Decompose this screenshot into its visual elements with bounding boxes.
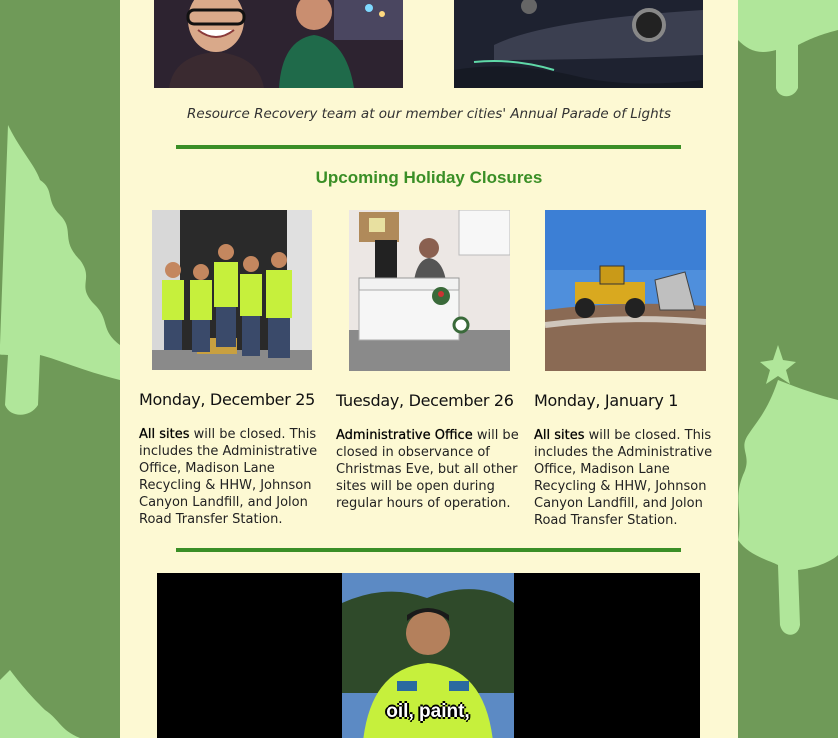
closure-date: Tuesday, December 26 xyxy=(336,391,514,410)
crew-photo xyxy=(152,210,312,370)
parade-photo-left xyxy=(154,0,403,88)
closure-lead: All sites xyxy=(534,428,585,443)
closure-lead: Administrative Office xyxy=(336,428,473,443)
divider xyxy=(176,145,681,149)
section-title: Upcoming Holiday Closures xyxy=(315,168,543,187)
closure-date: Monday, January 1 xyxy=(534,391,679,410)
closure-lead: All sites xyxy=(139,427,190,442)
newsletter-panel xyxy=(120,0,738,738)
video-caption: oil, paint, xyxy=(386,701,470,722)
landfill-photo xyxy=(545,210,706,371)
closure-text xyxy=(336,427,521,512)
parade-photo-right xyxy=(454,0,703,88)
divider xyxy=(176,548,681,552)
closure-detail: will be closed. This includes the Administrative Office, Madison Lane Recycling & HHW, Johnson Canyon Landfill, and Jolon Road Transfer Station. xyxy=(139,427,318,527)
closure-item-2 xyxy=(336,391,521,511)
closure-item-1 xyxy=(139,390,324,527)
office-photo xyxy=(349,210,510,371)
photo-caption: Resource Recovery team at our member cities' Annual Parade of Lights xyxy=(187,106,671,122)
closure-detail: will be closed in observance of Christmas Eve, but all other sites will be open during regular hours of operation. xyxy=(336,428,519,511)
closure-item-3 xyxy=(534,391,719,528)
closure-text xyxy=(139,426,324,528)
tree-left-bottom-icon xyxy=(0,660,80,738)
tree-left-icon xyxy=(0,120,120,420)
closure-date: Monday, December 25 xyxy=(139,390,316,409)
closure-text xyxy=(534,427,719,529)
closure-detail: will be closed. This includes the Administrative Office, Madison Lane Recycling & HHW, Johnson Canyon Landfill, and Jolon Road Transfer Station. xyxy=(534,428,713,528)
video-player[interactable] xyxy=(157,573,700,738)
tree-right-icon xyxy=(738,340,838,640)
tree-right-top-icon xyxy=(738,0,838,100)
